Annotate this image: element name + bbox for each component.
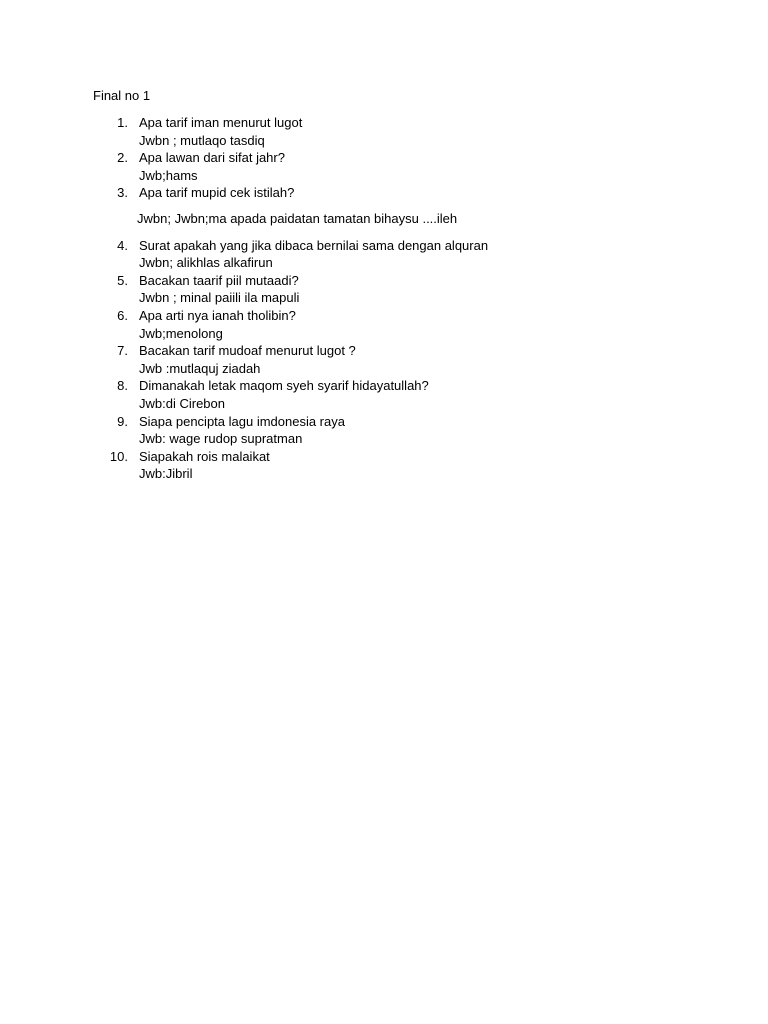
question-text: Bacakan tarif mudoaf menurut lugot ? [139,343,356,359]
question-number: 7. [117,343,128,359]
list-item [0,272,768,307]
list-item [0,377,768,412]
list-item [0,307,768,342]
list-item [0,184,768,227]
answer-text: Jwb:di Cirebon [139,395,225,411]
question-number: 4. [117,237,128,253]
question-text: Siapa pencipta lagu imdonesia raya [139,413,345,429]
answer-text: Jwbn ; mutlaqo tasdiq [139,132,265,148]
question-text: Bacakan taarif piil mutaadi? [139,272,299,288]
question-text: Siapakah rois malaikat [139,448,270,464]
answer-text: Jwbn ; minal paiili ila mapuli [139,290,300,306]
answer-text: Jwbn; alikhlas alkafirun [139,255,273,271]
question-number: 6. [117,307,128,323]
list-item [0,149,768,184]
question-number: 10. [109,448,128,464]
answer-text: Jwb: wage rudop supratman [139,431,303,447]
question-number: 2. [117,150,128,166]
list-item [0,114,768,149]
list-item [0,448,768,483]
list-item [0,342,768,377]
answer-text: Jwb;menolong [139,325,223,341]
answer-text: Jwbn; Jwbn;ma apada paidatan tamatan bihaysu ....ileh [137,210,458,226]
question-number: 8. [117,378,128,394]
question-number: 3. [117,185,128,201]
list-item [0,237,768,272]
question-text: Dimanakah letak maqom syeh syarif hidayatullah? [139,378,429,394]
question-list [0,114,768,483]
answer-text: Jwb :mutlaquj ziadah [139,360,261,376]
question-text: Apa tarif iman menurut lugot [139,115,303,130]
question-text: Apa tarif mupid cek istilah? [139,185,295,201]
document-title: Final no 1 [93,88,151,103]
question-number: 1. [117,115,128,130]
answer-text: Jwb;hams [139,167,198,183]
answer-text: Jwb:Jibril [139,466,193,482]
list-item [0,413,768,448]
question-number: 5. [117,272,128,288]
question-text: Apa arti nya ianah tholibin? [139,307,296,323]
question-number: 9. [117,413,128,429]
question-text: Apa lawan dari sifat jahr? [139,150,285,166]
question-text: Surat apakah yang jika dibaca bernilai sama dengan alquran [139,237,489,253]
